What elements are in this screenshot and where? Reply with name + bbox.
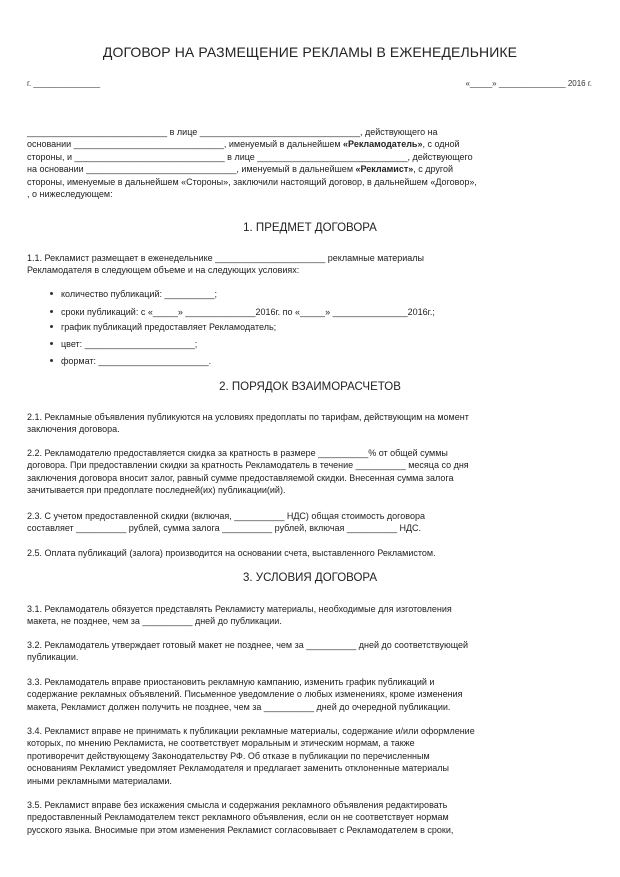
clause-line: публикации. xyxy=(27,652,79,663)
clause-line: предоставленный Рекламодателем текст рекламного объявления, если он не соответствует нормам xyxy=(27,812,449,823)
clause-3-3 xyxy=(27,676,595,713)
bullet-item xyxy=(50,307,435,317)
intro-line xyxy=(27,138,595,150)
clause-line: 2.5. Оплата публикаций (залога) производится на основании счета, выставленного Рекламистом. xyxy=(27,548,436,558)
intro-text: , с одной xyxy=(422,139,460,150)
clause-line: макета, Рекламист должен получить не позднее, чем за __________ дней до очередной публикации. xyxy=(27,701,451,712)
clause-line: Рекламодателя в следующем объеме и на следующих условиях: xyxy=(27,265,300,276)
clause-2-5 xyxy=(27,547,595,559)
clause-line: которых, по мнению Рекламиста, не соответствует моральным и этическим нормам, а также xyxy=(27,738,415,749)
intro-line: ____________________________ в лице ________________________________, действующего на xyxy=(27,127,438,137)
clause-2-3 xyxy=(27,510,595,535)
clause-line: 3.5. Рекламист вправе без искажения смысла и содержания рекламного объявления редактировать xyxy=(27,800,448,810)
clause-line: зачитывается при предоплате последней(их) публикации(ий). xyxy=(27,485,286,496)
clause-2-2 xyxy=(27,447,595,497)
intro-line xyxy=(27,163,595,175)
clause-line: макета, не позднее, чем за __________ дней до публикации. xyxy=(27,616,282,627)
date-field: «_____» _______________ 2016 г. xyxy=(465,79,592,88)
intro-text: на основании ______________________________, именуемый в дальнейшем xyxy=(27,164,356,175)
section-1-heading: 1. ПРЕДМЕТ ДОГОВОРА xyxy=(243,222,377,234)
bullet-item xyxy=(50,356,211,366)
bullet-text: график публикаций предоставляет Рекламодатель; xyxy=(61,322,277,332)
bullet-icon xyxy=(50,310,53,313)
clause-3-5 xyxy=(27,799,595,836)
intro-paragraph xyxy=(27,126,595,200)
intro-text: , с другой xyxy=(413,164,454,175)
bullet-item xyxy=(50,289,217,299)
clause-1-1 xyxy=(27,252,595,277)
clause-line: 3.2. Рекламодатель утверждает готовый макет не позднее, чем за __________ дней до соответствующей xyxy=(27,640,469,650)
clause-line: заключения договора. xyxy=(27,424,120,435)
section-2-heading: 2. ПОРЯДОК ВЗАИМОРАСЧЕТОВ xyxy=(219,381,401,393)
clause-3-2 xyxy=(27,639,595,664)
intro-text: основании ______________________________, именуемый в дальнейшем xyxy=(27,139,344,150)
bullet-text: цвет: ______________________; xyxy=(61,339,198,349)
clause-3-4 xyxy=(27,725,595,787)
clause-line: противоречит действующему Законодательству РФ. Об отказе в публикации по перечисленным xyxy=(27,750,430,761)
intro-line: , о нижеследующем: xyxy=(27,189,113,200)
clause-line: содержание рекламных объявлений. Письменное уведомление о любых изменениях, кроме изменения xyxy=(27,689,463,700)
bullet-item xyxy=(50,322,276,332)
document-title: ДОГОВОР НА РАЗМЕЩЕНИЕ РЕКЛАМЫ В ЕЖЕНЕДЕЛЬНИКЕ xyxy=(102,44,518,60)
section-3-heading: 3. УСЛОВИЯ ДОГОВОРА xyxy=(242,572,377,584)
party-rekl: «Рекламодатель» xyxy=(343,139,423,150)
bullet-icon xyxy=(50,292,53,295)
clause-line: 3.1. Рекламодатель обязуется представлять Рекламисту материалы, необходимые для изготовления xyxy=(27,604,452,614)
clause-line: 2.2. Рекламодателю предоставляется скидка за кратность в размере __________% от общей суммы xyxy=(27,448,448,458)
clause-line: основаниям Рекламист уведомляет Рекламодателя и предлагает заменить отклоненные материалы xyxy=(27,763,449,774)
bullet-text: количество публикаций: __________; xyxy=(61,289,218,299)
clause-line: договора. При предоставлении скидки за кратность Рекламодатель в течение __________ месяца со дня xyxy=(27,460,469,471)
bullet-icon xyxy=(50,325,53,328)
clause-line: иными рекламными материалами. xyxy=(27,775,172,786)
intro-line: стороны, именуемые в дальнейшем «Стороны», заключили настоящий договор, в дальнейшем «Договор», xyxy=(27,176,477,187)
clause-line: 2.1. Рекламные объявления публикуются на условиях предоплаты по тарифам, действующим на момент xyxy=(27,412,469,422)
clause-line: 1.1. Рекламист размещает в еженедельнике ______________________ рекламные материалы xyxy=(27,253,424,263)
clause-line: 2.3. С учетом предоставленной скидки (включая, __________ НДС) общая стоимость договора xyxy=(27,511,425,521)
city-field: г. _______________ xyxy=(27,79,101,88)
bullet-icon xyxy=(50,342,53,345)
bullet-text: формат: ______________________. xyxy=(61,356,212,366)
clause-line: составляет __________ рублей, сумма залога __________ рублей, включая __________ НДС. xyxy=(27,523,422,534)
bullet-text: сроки публикаций: с «_____» ______________2016г. по «_____» _______________2016г.; xyxy=(61,307,435,317)
clause-3-1 xyxy=(27,603,595,628)
party-reklamist: «Рекламист» xyxy=(355,164,414,175)
bullet-item xyxy=(50,339,197,349)
clause-line: 3.3. Рекламодатель вправе приостановить рекламную кампанию, изменить график публикаций и xyxy=(27,677,435,687)
clause-line: 3.4. Рекламист вправе не принимать к публикации рекламные материалы, содержание и/или оформление xyxy=(27,726,475,736)
clause-line: русского языка. Вносимые при этом изменения Рекламист согласовывает с Рекламодателем в сроки, xyxy=(27,824,454,835)
clause-line: заключения договора вносит залог, равный сумме предоставляемой скидки. Внесенная сумма залога xyxy=(27,472,454,483)
intro-line: стороны, и ______________________________ в лице ______________________________, действующего xyxy=(27,151,473,162)
clause-2-1 xyxy=(27,411,595,436)
bullet-icon xyxy=(50,359,53,362)
